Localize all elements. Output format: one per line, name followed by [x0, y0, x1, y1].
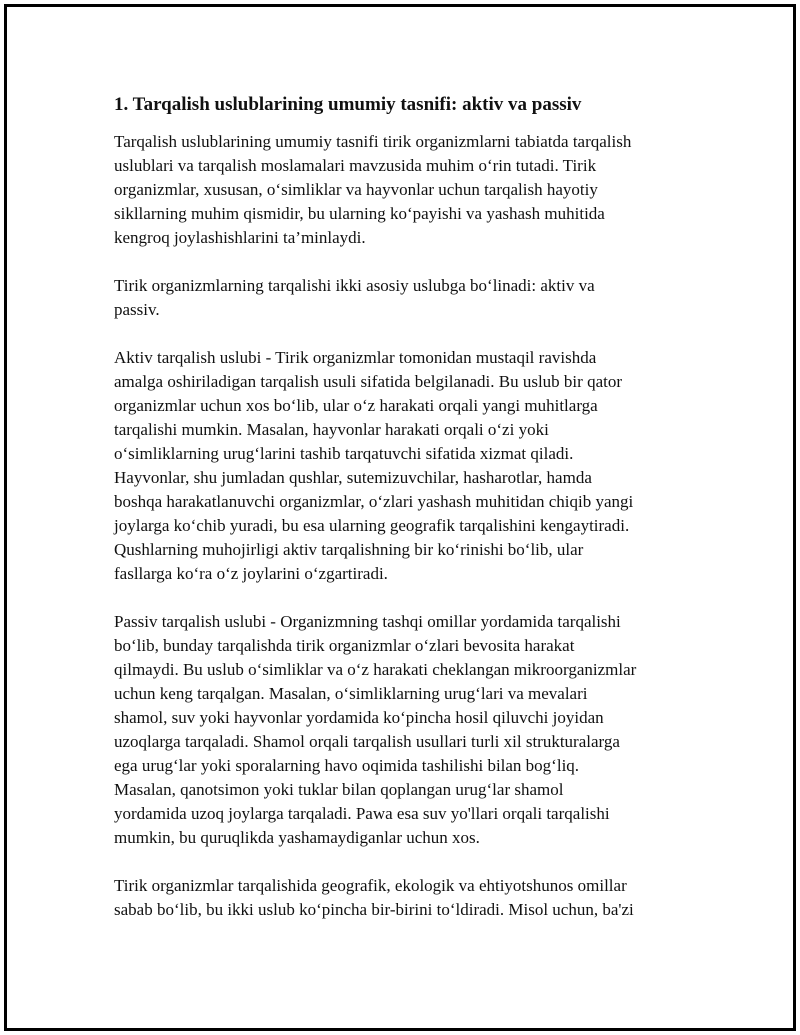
paragraph-active-dispersal [114, 346, 694, 586]
paragraph-line: kengroq joylashishlarini ta’minlaydi. [114, 228, 366, 247]
paragraph-line: bo‘lib, bunday tarqalishda tirik organizmlar o‘zlari bevosita harakat [114, 636, 575, 655]
paragraph-factors [114, 874, 694, 922]
paragraph-line: joylarga ko‘chib yuradi, bu esa ularning geografik tarqalishini kengaytiradi. [114, 516, 630, 535]
paragraph-line: boshqa harakatlanuvchi organizmlar, o‘zlari yashash muhitidan chiqib yangi [114, 492, 634, 511]
paragraph-line: shamol, suv yoki hayvonlar yordamida ko‘pincha hosil qiluvchi joyidan [114, 708, 604, 727]
paragraph-line: mumkin, bu quruqlikda yashamaydiganlar uchun xos. [114, 828, 480, 847]
paragraph-line: Masalan, qanotsimon yoki tuklar bilan qoplangan urug‘lar shamol [114, 780, 564, 799]
paragraph-line: Tirik organizmlar tarqalishida geografik, ekologik va ehtiyotshunos omillar [114, 876, 627, 895]
paragraph-line: Hayvonlar, shu jumladan qushlar, sutemizuvchilar, hasharotlar, hamda [114, 468, 592, 487]
paragraph-passive-dispersal [114, 610, 694, 850]
paragraph-line: Qushlarning muhojirligi aktiv tarqalishning bir ko‘rinishi bo‘lib, ular [114, 540, 584, 559]
paragraph-line: Tirik organizmlarning tarqalishi ikki asosiy uslubga bo‘linadi: aktiv va [114, 276, 595, 295]
paragraph-line: Aktiv tarqalish uslubi - Tirik organizmlar tomonidan mustaqil ravishda [114, 348, 597, 367]
paragraph-line: o‘simliklarning urug‘larini tashib tarqatuvchi sifatida xizmat qiladi. [114, 444, 574, 463]
paragraph-line: sabab bo‘lib, bu ikki uslub ko‘pincha bir-birini to‘ldiradi. Misol uchun, ba'zi [114, 900, 634, 919]
document-heading: 1. Tarqalish uslublarining umumiy tasnifi: aktiv va passiv [114, 94, 582, 115]
paragraph-line: organizmlar uchun xos bo‘lib, ular o‘z harakati orqali yangi muhitlarga [114, 396, 598, 415]
paragraph-line: passiv. [114, 300, 160, 319]
paragraph-line: organizmlar, xususan, o‘simliklar va hayvonlar uchun tarqalish hayotiy [114, 180, 598, 199]
paragraph-classification [114, 274, 694, 322]
paragraph-line: fasllarga ko‘ra o‘z joylarini o‘zgartiradi. [114, 564, 388, 583]
paragraph-line: yordamida uzoq joylarga tarqaladi. Pawa esa suv yo'llari orqali tarqalishi [114, 804, 610, 823]
paragraph-line: uslublari va tarqalish moslamalari mavzusida muhim o‘rin tutadi. Tirik [114, 156, 597, 175]
document-body [114, 92, 694, 946]
paragraph-line: ega urug‘lar yoki sporalarning havo oqimida tashilishi bilan bog‘liq. [114, 756, 580, 775]
paragraph-line: uchun keng tarqalgan. Masalan, o‘simliklarning urug‘lari va mevalari [114, 684, 588, 703]
paragraph-line: Passiv tarqalish uslubi - Organizmning tashqi omillar yordamida tarqalishi [114, 612, 621, 631]
paragraph-line: uzoqlarga tarqaladi. Shamol orqali tarqalish usullari turli xil strukturalarga [114, 732, 620, 751]
paragraph-line: amalga oshiriladigan tarqalish usuli sifatida belgilanadi. Bu uslub bir qator [114, 372, 622, 391]
paragraph-line: sikllarning muhim qismidir, bu ularning ko‘payishi va yashash muhitida [114, 204, 605, 223]
paragraph-line: qilmaydi. Bu uslub o‘simliklar va o‘z harakati cheklangan mikroorganizmlar [114, 660, 637, 679]
paragraph-line: Tarqalish uslublarining umumiy tasnifi tirik organizmlarni tabiatda tarqalish [114, 132, 632, 151]
paragraph-line: tarqalishi mumkin. Masalan, hayvonlar harakati orqali o‘zi yoki [114, 420, 549, 439]
paragraph-intro [114, 130, 694, 250]
